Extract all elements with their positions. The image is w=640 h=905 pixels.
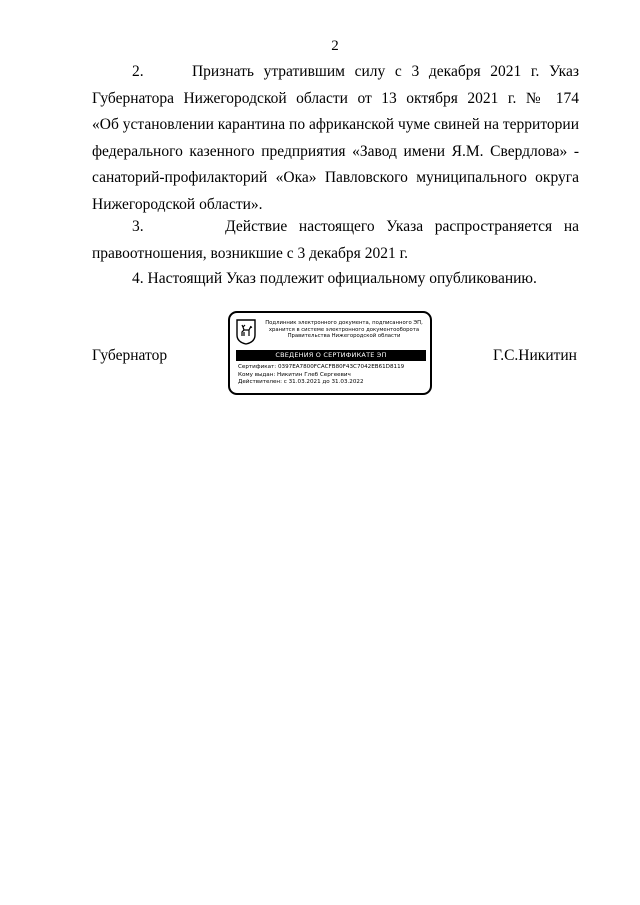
paragraph-3-line-1: 3. Действие настоящего Указа распространяется на	[132, 218, 579, 235]
stamp-details	[238, 364, 404, 387]
paragraph-2-line-2: Губернатора Нижегородской области от 13 октября 2021 г. № 174	[92, 89, 579, 107]
stamp-row-validity	[238, 379, 404, 387]
paragraph-2	[92, 59, 579, 218]
certificate-value: 0397EA7800FCACFB80F43C7042EB61D8119	[277, 364, 405, 370]
signatory-title: Губернатор	[92, 347, 168, 364]
stamp-header: СВЕДЕНИЯ О СЕРТИФИКАТЕ ЭП	[236, 350, 426, 361]
paragraph-2-line-5: санаторий-профилакторий «Ока» Павловского муниципального округа	[92, 169, 579, 186]
paragraph-4-line-1: 4. Настоящий Указ подлежит официальному опубликованию.	[132, 270, 537, 287]
paragraph-2-line-3: «Об установлении карантина по африканской чуме свиней на территории	[92, 116, 579, 133]
stamp-row-certificate	[238, 364, 404, 372]
paragraph-2-line-6: Нижегородской области».	[92, 195, 263, 213]
issued-to-label: Кому выдан:	[238, 371, 276, 378]
paragraph-3	[92, 214, 579, 267]
certificate-label: Сертификат:	[238, 364, 277, 370]
issued-to-value: Никитин Глеб Сергеевич	[277, 371, 351, 378]
paragraph-3-line-2: правоотношения, возникшие с 3 декабря 2021 г.	[92, 244, 409, 262]
stamp-caption: Подлинник электронного документа, подписанного ЭП, хранится в системе электронного документооборота Правительства Нижегородской области	[265, 320, 423, 340]
electronic-signature-stamp	[228, 311, 432, 395]
paragraph-2-line-1: 2. Признать утратившим силу с 3 декабря 2021 г. Указ	[132, 63, 579, 80]
paragraph-4	[92, 266, 579, 293]
deer-coat-of-arms-icon	[236, 319, 256, 345]
signatory-name: Г.С.Никитин	[493, 347, 577, 364]
validity-value: с 31.03.2021 до 31.03.2022	[283, 379, 364, 386]
page-number: 2	[331, 38, 339, 54]
paragraph-2-line-4: федерального казенного предприятия «Завод имени Я.М. Свердлова» -	[92, 142, 579, 160]
validity-label: Действителен:	[238, 379, 282, 386]
